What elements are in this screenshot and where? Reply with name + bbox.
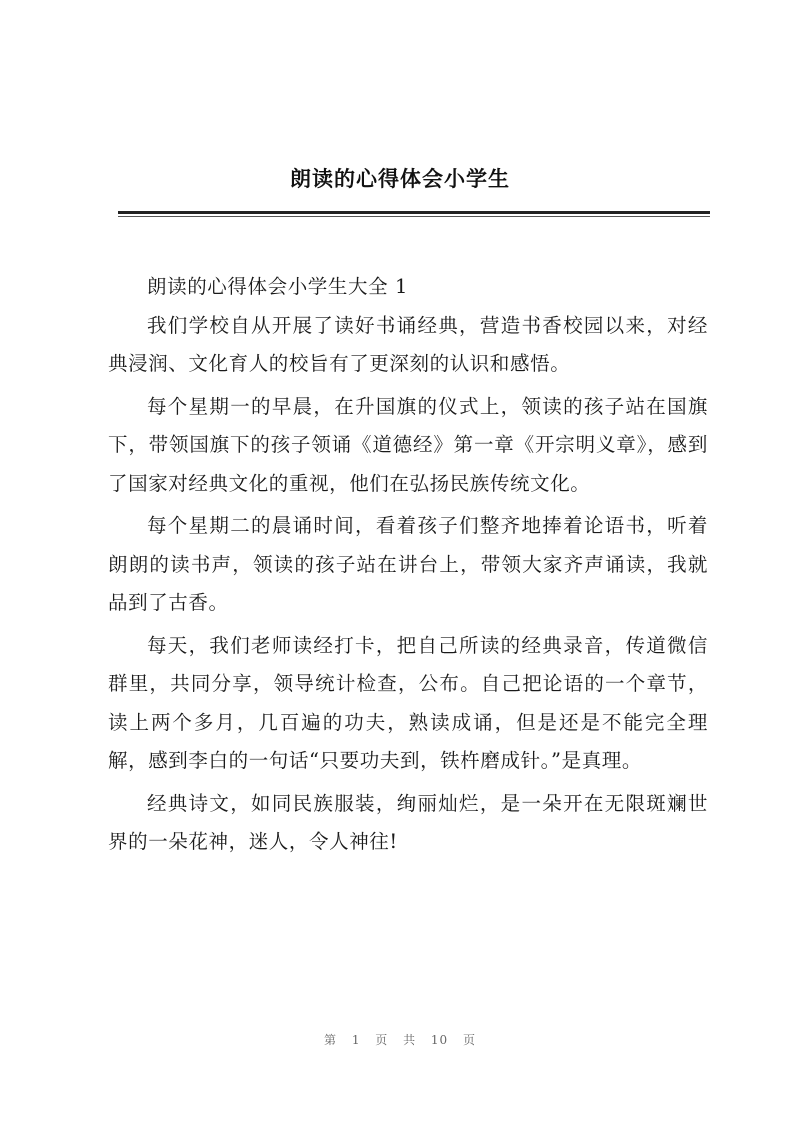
section-heading: 朗读的心得体会小学生大全 1 bbox=[147, 275, 409, 298]
title-divider-thin bbox=[118, 216, 710, 217]
paragraph: 我们学校自从开展了读好书诵经典，营造书香校园以来，对经典浸润、文化育人的校旨有了更深刻的认识和感悟。 bbox=[108, 313, 708, 375]
paragraph: 每个星期二的晨诵时间，看着孩子们整齐地捧着论语书，听着朗朗的读书声，领读的孩子站在讲台上，带领大家齐声诵读，我就品到了古香。 bbox=[108, 514, 708, 614]
paragraph: 经典诗文，如同民族服装，绚丽灿烂，是一朵开在无限斑斓世界的一朵花神，迷人，令人神往! bbox=[108, 791, 708, 853]
page-footer bbox=[0, 1031, 800, 1048]
page-title: 朗读的心得体会小学生 bbox=[290, 167, 510, 191]
document-body bbox=[108, 268, 708, 866]
paragraph: 每天，我们老师读经打卡，把自己所读的经典录音，传道微信群里，共同分享，领导统计检查，公布。自己把论语的一个章节，读上两个多月，几百遍的功夫，熟读成诵，但是还是不能完全理解，感到李白的一句话“只要功夫到，铁杵磨成针。”是真理。 bbox=[108, 633, 708, 772]
title-divider bbox=[118, 211, 710, 214]
paragraph: 每个星期一的早晨，在升国旗的仪式上，领读的孩子站在国旗下，带领国旗下的孩子领诵《道德经》第一章《开宗明义章》，感到了国家对经典文化的重视，他们在弘扬民族传统文化。 bbox=[108, 394, 708, 495]
page-number-label: 第 1 页 共 10 页 bbox=[324, 1033, 476, 1047]
